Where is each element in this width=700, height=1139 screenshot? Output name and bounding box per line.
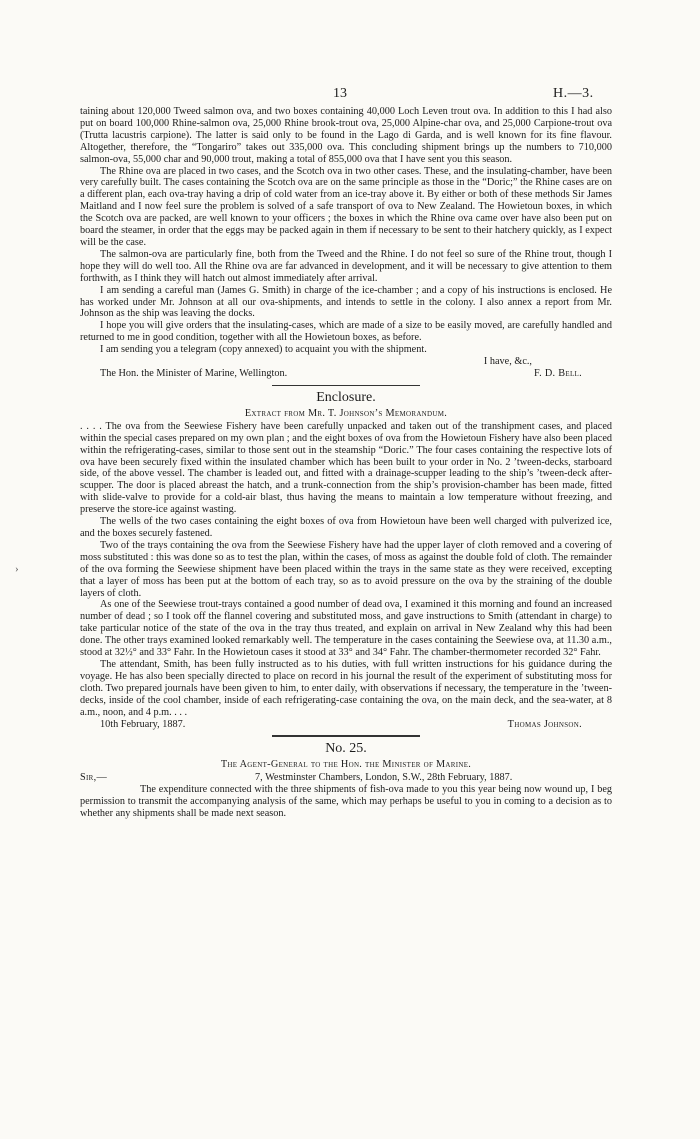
enclosure-date: 10th February, 1887. [100, 718, 186, 730]
section-divider [272, 385, 420, 386]
enclosure-paragraph: The attendant, Smith, has been fully instructed as to his duties, with full written instructions for his guidance during the voyage. He has also been specially directed to place on record in his journal the result of the experiment of substituting moss for cloth. Two prepared journals have been given to him, to enter daily, with observations if necessary, the temperature in the ’tween-decks, inside of the cool chamber, inside of each refrigerating-case containing the ova, on the main deck, and the sea-water, at 8 a.m., noon, and 4 p.m. . . . [80, 658, 612, 718]
letter-closing: I have, &c., [483, 356, 532, 368]
no25-paragraph: The expenditure connected with the three shipments of fish-ova made to you this year being now wound up, I beg permission to transmit the accompanying analysis of the same, which may perhaps be useful to you in coming to a decision as to whether any shipments shall be made next season. [80, 784, 612, 820]
letter-paragraph: The salmon-ova are particularly fine, both from the Tweed and the Rhine. I do not feel so sure of the Rhine trout, though I hope they will do well too. All the Rhine ova are far advanced in development, and it will be necessary to give attention to them forthwith, as I think they will hatch out almost immediately after arrival. [80, 248, 612, 284]
letter-paragraph: The Rhine ova are placed in two cases, and the Scotch ova in two other cases. These, and the insulating-chamber, have been very carefully built. The cases containing the Scotch ova are on the same principle as those in the “Doric;” the Rhine cases are on a different plan, each ova-tray having a drip of cold water from an ice-tray above it. By either or both of these methods Sir James Maitland and I now feel sure the problem is solved of a safe transport of ova to New Zealand. The Howietoun boxes, in which the Scotch ova are packed, are well known to your officers ; the boxes in which the Rhine ova came over have also been put on board the steamer, in order that the eggs may be packed again in them if necessary to be sent to their hatchery quickly, as I expect will be the case. [80, 165, 612, 248]
page-header [0, 86, 700, 102]
no25-section [80, 741, 612, 820]
letter-paragraph: I am sending you a telegram (copy annexed) to acquaint you with the shipment. [100, 344, 427, 356]
letter-paragraph: taining about 120,000 Tweed salmon ova, and two boxes containing 40,000 Loch Leven trout ova. In addition to this I had also put on board 100,000 Rhine-salmon ova, 25,000 Rhine brook-trout ova, 25,000 Alpine-char ova, and 25,000 Carpione-trout ova (Trutta lacustris carpione). The latter is said only to be found in the Lago di Garda, and is well known for its fine flavour. Altogether, therefore, the “Tongariro” takes out 335,000 ova. This concluding shipment brings up the numbers to 710,000 salmon-ova, 55,000 char and 90,000 trout, making a total of 855,000 ova that I have sent you this season. [80, 106, 612, 165]
enclosure-signature: Thomas Johnson. [507, 718, 582, 730]
enclosure-paragraph: . . . . The ova from the Seewiese Fishery have been carefully unpacked and taken out of the transhipment cases, and placed within the special cases prepared on my own plan ; and the eight boxes of ova from the Howietoun Fishery have also been placed within the refrigerating-cases, similar to those sent out in the steamship “Doric.” The four cases containing the respective lots of ova have been securely fixed within the insulated chamber which has been built to your order in No. 2 ’tween-decks, starboard side, of the above vessel. The chamber is leaded out, and fitted with a drainage-scupper leading to the ship’s ’tween-deck after-scupper. The door is placed abreast the hatch, and a trunk-connection from the ship’s provision-chamber has been made, fitted with slide-valve to provide for a cold-air blast, thus having the means to maintain a low temperature without freezing, and preserve the store-ice against wasting. [80, 420, 612, 516]
no25-heading: No. 25. [325, 741, 367, 757]
enclosure-heading: Enclosure. [316, 389, 376, 405]
enclosure-subheading: Extract from Mr. T. Johnson’s Memorandum. [244, 407, 448, 419]
enclosure-signoff [80, 719, 612, 731]
letter-addressee: The Hon. the Minister of Marine, Wellington. [100, 367, 288, 379]
no25-address: 7, Westminster Chambers, London, S.W., 28th February, 1887. [255, 772, 513, 784]
letter-paragraph: I hope you will give orders that the insulating-cases, which are made of a size to be easily moved, are carefully handled and returned to me in good condition, together with all the Howietoun boxes, as before. [80, 320, 612, 344]
page-number: 13 [333, 86, 347, 101]
enclosure-paragraph: The wells of the two cases containing the eight boxes of ova from Howietoun have been well charged with pulverized ice, and the boxes securely fastened. [80, 516, 612, 539]
margin-mark: › [15, 563, 19, 575]
letter-section [80, 106, 612, 380]
no25-salutation: Sir,— [80, 772, 108, 784]
document-reference: H.—3. [553, 86, 594, 101]
page-body [80, 106, 612, 820]
letter-signature: F. D. Bell. [533, 367, 582, 379]
enclosure-paragraph: Two of the trays containing the ova from the Seewiese Fishery have had the upper layer of cloth removed and a covering of moss substituted : this was done so as to test the plan, within the cases, of moss as against the double fold of cloth. The remainder of the ova forming the Seewiese shipment have been placed within the trays in the same state as they were received, excepting that a layer of moss has been put at the bottom of each tray, so as to avoid pressure on the ova by the straining of the double layers of cloth. [80, 539, 612, 599]
no25-subheading: The Agent-General to the Hon. the Minister of Marine. [220, 759, 472, 771]
letter-signoff [80, 368, 612, 380]
enclosure-paragraph: As one of the Seewiese trout-trays contained a good number of dead ova, I examined it this morning and found an increased number of dead ; so I took off the flannel covering and substituted moss, and gave instructions to Smith (attendant in charge) to take particular notice of the state of the ova in the tray thus treated, and explain on arrival in New Zealand why this had been done. The other trays examined looked remarkably well. The temperature in the cases containing the Seewiese ova, at 11.30 a.m., stood at 32½° and 33° Fahr. In the Howietoun cases it stood at 33° and 34° Fahr. The chamber-thermometer recorded 32° Fahr. [80, 599, 612, 659]
no25-salutation-row [80, 772, 612, 784]
letter-paragraph: I am sending a careful man (James G. Smith) in charge of the ice-chamber ; and a copy of his instructions is enclosed. He has worked under Mr. Johnson at all our ova-shipments, and intends to settle in the colony. I also annex a report from Mr. Johnson as the ship was leaving the docks. [80, 284, 612, 320]
enclosure-section [80, 390, 612, 731]
section-divider [272, 735, 420, 737]
